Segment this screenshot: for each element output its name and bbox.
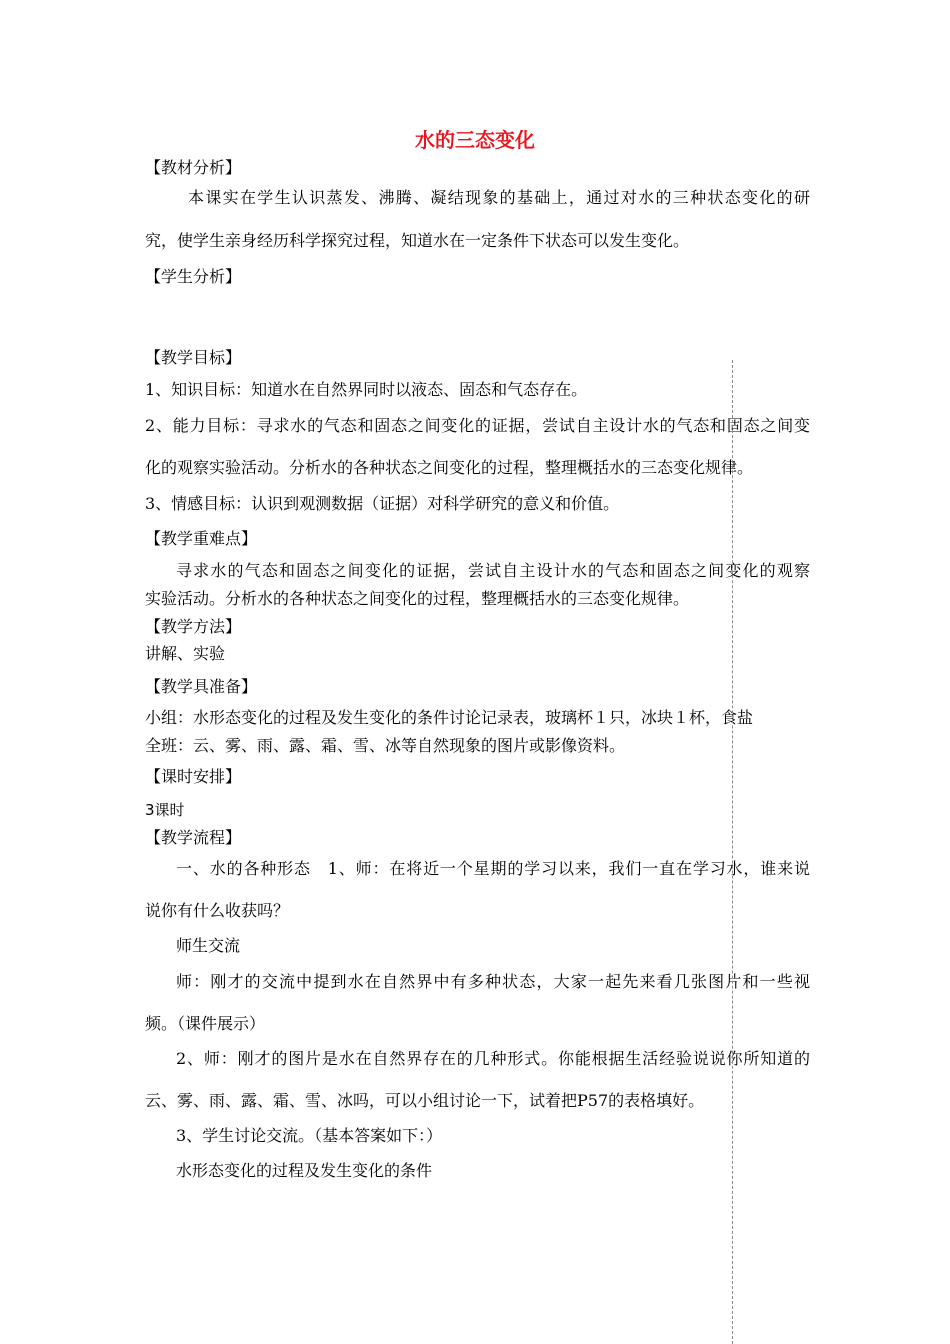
section-heading-preparation: 【教学具准备】	[145, 677, 258, 696]
preparation-group: 小组：水形态变化的过程及发生变化的条件讨论记录表，玻璃杯１只，冰块１杯，食盐	[145, 708, 754, 727]
process-line: 师生交流	[176, 936, 241, 955]
paragraph-line: 本课实在学生认识蒸发、沸腾、凝结现象的基础上，通过对水的三种状态变化的研	[188, 188, 810, 207]
preparation-class: 全班：云、雾、雨、露、霜、雪、冰等自然现象的图片或影像资料。	[145, 736, 626, 755]
process-line: 水形态变化的过程及发生变化的条件	[176, 1161, 433, 1180]
paragraph-line: 寻求水的气态和固态之间变化的证据，尝试自主设计水的气态和固态之间变化的观察	[176, 561, 810, 580]
schedule-text: 3课时	[145, 801, 185, 819]
process-line: 3、学生讨论交流。（基本答案如下：）	[176, 1126, 443, 1145]
goal-item-knowledge: 1、知识目标：知道水在自然界同时以液态、固态和气态存在。	[145, 380, 588, 399]
goal-item-ability-cont: 化的观察实验活动。分析水的各种状态之间变化的过程，整理概括水的三态变化规律。	[145, 458, 754, 477]
methods-text: 讲解、实验	[145, 644, 226, 663]
section-heading-student-analysis: 【学生分析】	[145, 267, 242, 286]
section-heading-process: 【教学流程】	[145, 828, 242, 847]
margin-dashed-line	[732, 360, 733, 1344]
section-heading-goals: 【教学目标】	[145, 348, 242, 367]
document-title: 水的三态变化	[415, 128, 535, 152]
process-line: 频。（课件展示）	[145, 1014, 266, 1033]
paragraph-line: 究，使学生亲身经历科学探究过程，知道水在一定条件下状态可以发生变化。	[145, 231, 690, 250]
section-heading-schedule: 【课时安排】	[145, 767, 242, 786]
process-line: 2、师：刚才的图片是水在自然界存在的几种形式。你能根据生活经验说说你所知道的	[176, 1049, 810, 1068]
section-heading-material-analysis: 【教材分析】	[145, 158, 242, 177]
goal-item-emotion: 3、情感目标：认识到观测数据（证据）对科学研究的意义和价值。	[145, 494, 620, 513]
process-line: 云、雾、雨、露、霜、雪、冰吗，可以小组讨论一下，试着把P57的表格填好。	[145, 1091, 705, 1110]
paragraph-line: 实验活动。分析水的各种状态之间变化的过程，整理概括水的三态变化规律。	[145, 589, 690, 608]
goal-item-ability: 2、能力目标：寻求水的气态和固态之间变化的证据，尝试自主设计水的气态和固态之间变	[145, 416, 810, 435]
process-line: 一、水的各种形态 1、师：在将近一个星期的学习以来，我们一直在学习水，谁来说	[176, 859, 810, 878]
section-heading-methods: 【教学方法】	[145, 617, 242, 636]
section-heading-key-points: 【教学重难点】	[145, 529, 258, 548]
process-line: 师：刚才的交流中提到水在自然界中有多种状态，大家一起先来看几张图片和一些视	[176, 972, 810, 991]
process-line: 说你有什么收获吗？	[145, 901, 290, 920]
